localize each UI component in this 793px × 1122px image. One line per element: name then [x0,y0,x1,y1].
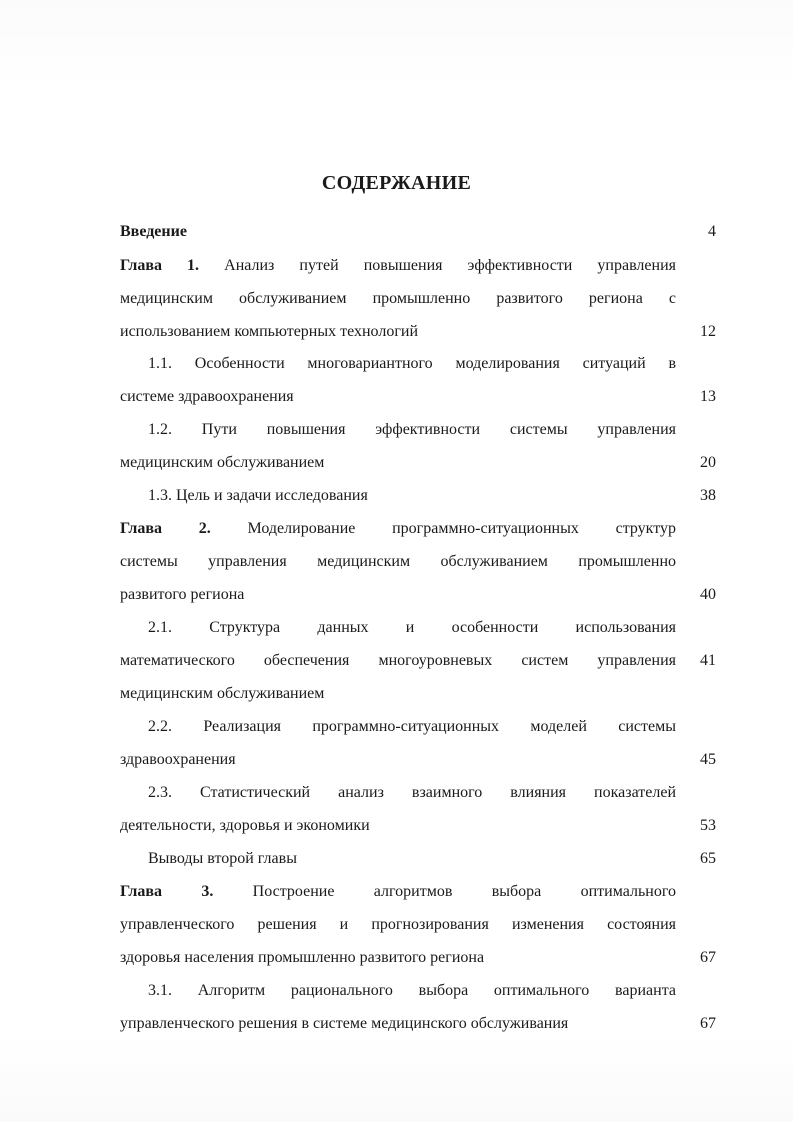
toc-entry-text: 3.1. Алгоритм рационального выбора оптимального варианта [148,982,676,999]
toc-entry-text: математического обеспечения многоуровневых систем управления [120,652,676,669]
toc-entry-text: использованием компьютерных технологий [120,323,419,340]
toc-page-number: 13 [700,388,716,405]
toc-entry-text: 1.2. Пути повышения эффективности системы управления [148,421,676,438]
toc-entry-text: 1.1. Особенности многовариантного моделирования ситуаций в [148,355,676,372]
toc-page-number: 65 [700,850,716,867]
toc-entry-text: 2.2. Реализация программно-ситуационных моделей системы [148,718,676,735]
toc-page-number: 12 [700,323,716,340]
toc-page-number: 53 [700,817,716,834]
toc-page-number: 38 [700,487,716,504]
toc-entry-text: системы управления медицинским обслуживанием промышленно [120,553,676,570]
toc-entry-text: 1.3. Цель и задачи исследования [148,487,368,504]
toc-entry-text: медицинским обслуживанием [120,685,325,702]
toc-entry-text: Построение алгоритмов выбора оптимального [252,883,676,900]
toc-entry-text: медицинским обслуживанием [120,454,325,471]
toc-entry-text: управленческого решения в системе медицинского обслуживания [120,1015,569,1032]
toc-chapter-label: Глава 2. [120,520,211,537]
toc-chapter-label: Глава 1. [120,257,200,274]
toc-entry-text: развитого региона [120,586,245,603]
toc-chapter-label: Глава 3. [120,883,214,900]
toc-entry-text: медицинским обслуживанием промышленно развитого региона с [120,290,676,307]
toc-entry-text: управленческого решения и прогнозирования изменения состояния [120,916,676,933]
toc-page-number: 67 [700,949,716,966]
toc-page-number: 20 [700,454,716,471]
toc-page-number: 45 [700,751,716,768]
toc-entry-label: Введение [120,223,187,240]
toc-page-number: 40 [700,586,716,603]
toc-entry-text: Анализ путей повышения эффективности управления [224,257,677,274]
toc-entry-text: 2.1. Структура данных и особенности использования [148,619,676,636]
toc-entry-text: здоровья населения промышленно развитого региона [120,949,485,966]
toc-entry-text: системе здравоохранения [120,388,294,405]
toc-page-number: 41 [700,652,716,669]
toc-entry-text: деятельности, здоровья и экономики [120,817,370,834]
toc-entry-text: здравоохранения [120,751,236,768]
toc-entry-text: 2.3. Статистический анализ взаимного влияния показателей [148,784,676,801]
page-title: СОДЕРЖАНИЕ [321,172,472,194]
toc-entry-text: Моделирование программно-ситуационных структур [247,520,677,537]
toc-page-number: 4 [708,223,716,240]
toc-page-number: 67 [700,1015,716,1032]
toc-entry-text: Выводы второй главы [148,850,297,867]
